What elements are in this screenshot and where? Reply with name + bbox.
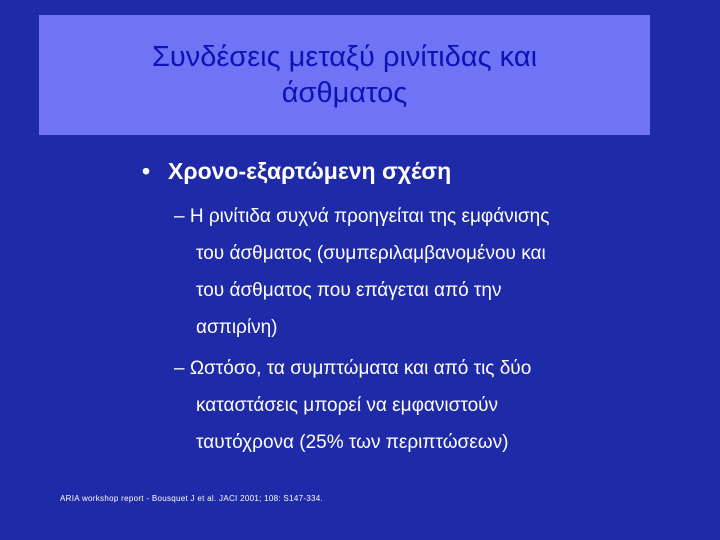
title-box bbox=[39, 15, 650, 135]
bullet-marker: • bbox=[142, 158, 151, 184]
main-bullet bbox=[142, 158, 451, 185]
sub-item-2-line-3: ταυτόχρονα (25% των περιπτώσεων) bbox=[196, 432, 509, 453]
sub-item-2 bbox=[174, 350, 531, 461]
sub-item-1-line-1: – Η ρινίτιδα συχνά προηγείται της εμφάνισης bbox=[174, 206, 550, 227]
title-line-1: Συνδέσεις μεταξύ ρινίτιδας και bbox=[151, 41, 538, 73]
title-line-2: άσθματος bbox=[281, 77, 408, 109]
sub-item-1 bbox=[174, 198, 549, 346]
bullet-text: Χρονο-εξαρτώμενη σχέση bbox=[168, 158, 452, 184]
sub-item-1-line-4: ασπιρίνη) bbox=[196, 317, 278, 338]
reference-footnote: ARIA workshop report - Bousquet J et al. JACI 2001; 108: S147-334. bbox=[60, 494, 324, 503]
sub-item-2-line-2: καταστάσεις μπορεί να εμφανιστούν bbox=[196, 395, 499, 416]
sub-item-1-line-2: του άσθματος (συμπεριλαμβανομένου και bbox=[196, 243, 546, 264]
sub-item-1-line-3: του άσθματος που επάγεται από την bbox=[196, 280, 502, 301]
sub-item-2-line-1: – Ωστόσο, τα συμπτώματα και από τις δύο bbox=[174, 358, 532, 379]
